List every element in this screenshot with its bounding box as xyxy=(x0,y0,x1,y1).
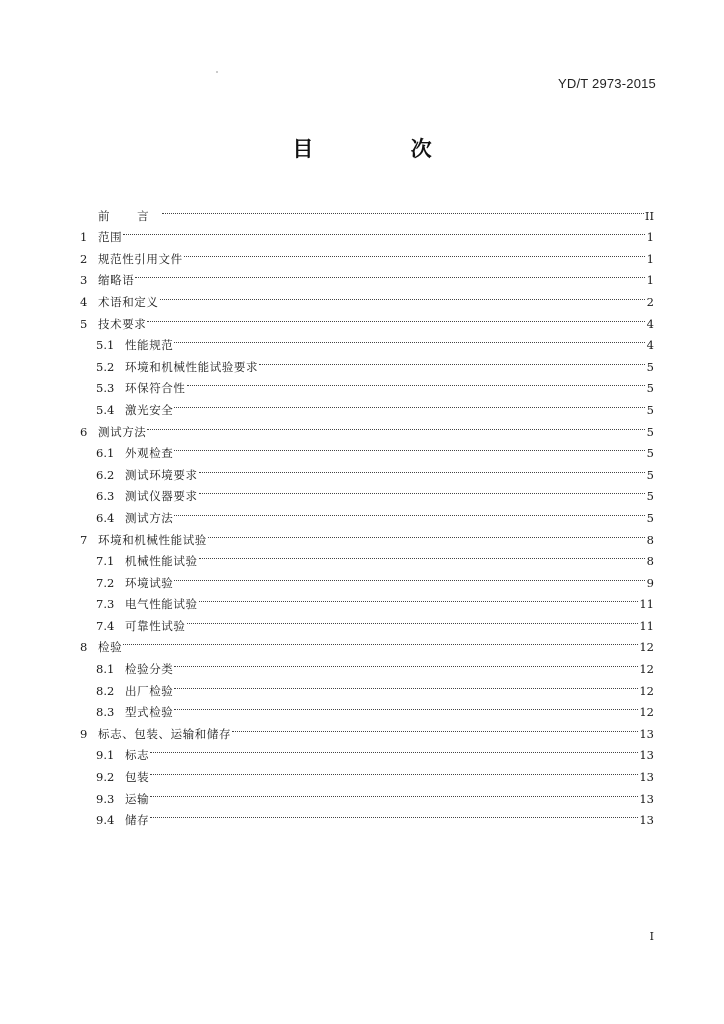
toc-entry-page: 13 xyxy=(639,748,654,763)
toc-entry-label: 缩略语 xyxy=(98,273,135,288)
toc-dot-leader xyxy=(122,220,646,242)
toc-entry-number: 2 xyxy=(80,251,88,266)
toc-entry-label: 外观检查 xyxy=(125,446,174,461)
page-title: 目 次 xyxy=(292,137,462,161)
toc-entry-label: 激光安全 xyxy=(125,402,174,417)
toc-dot-leader xyxy=(149,781,639,803)
toc-entry-page: 12 xyxy=(639,640,654,655)
toc-dot-leader xyxy=(198,544,646,566)
toc-dot-leader xyxy=(173,695,639,717)
toc-dot-leader xyxy=(146,414,646,436)
toc-entry-number: 9.1 xyxy=(96,748,115,763)
toc-entry-page: 2 xyxy=(646,294,654,309)
toc-entry[interactable] xyxy=(80,241,654,266)
toc-entry[interactable] xyxy=(80,306,654,331)
toc-entry-number: 7 xyxy=(80,532,88,547)
toc-entry-page: 11 xyxy=(639,597,654,612)
toc-entry-page: 5 xyxy=(646,424,654,439)
toc-entry-page: 5 xyxy=(646,446,654,461)
toc-entry-number: 5.1 xyxy=(96,338,115,353)
toc-entry-label: 规范性引用文件 xyxy=(98,251,183,266)
toc-entry-number: 4 xyxy=(80,294,88,309)
toc-entry-number: 8.1 xyxy=(96,662,115,677)
toc-dot-leader xyxy=(186,371,647,393)
toc-entry-page: 1 xyxy=(646,230,654,245)
toc-entry-page: 8 xyxy=(646,532,654,547)
toc-dot-leader xyxy=(146,306,646,328)
table-of-contents xyxy=(80,198,654,828)
toc-entry-label: 测试环境要求 xyxy=(125,467,198,482)
toc-entry-page: II xyxy=(644,208,654,223)
toc-dot-leader xyxy=(258,349,646,371)
toc-entry-label: 检验分类 xyxy=(125,662,174,677)
scan-artifact xyxy=(216,71,218,73)
toc-entry[interactable] xyxy=(80,651,654,677)
toc-entry-page: 8 xyxy=(646,554,654,569)
toc-entry-label: 标志、包装、运输和储存 xyxy=(98,726,232,741)
toc-dot-leader xyxy=(173,565,646,587)
toc-entry-page: 5 xyxy=(646,359,654,374)
toc-dot-leader xyxy=(173,328,646,350)
toc-entry-page: 1 xyxy=(646,273,654,288)
toc-entry-number: 5.3 xyxy=(96,381,115,396)
toc-entry-label: 测试方法 xyxy=(98,424,147,439)
toc-dot-leader xyxy=(231,716,639,738)
toc-entry-label: 范围 xyxy=(98,230,123,245)
toc-entry-label: 环境和机械性能试验要求 xyxy=(125,359,259,374)
toc-entry-page: 5 xyxy=(646,402,654,417)
toc-entry-number: 7.2 xyxy=(96,575,115,590)
toc-entry-label: 运输 xyxy=(125,791,150,806)
toc-entry-label: 环保符合性 xyxy=(125,381,186,396)
toc-entry-page: 1 xyxy=(646,251,654,266)
toc-dot-leader xyxy=(149,803,639,825)
toc-entry-number: 7.4 xyxy=(96,618,115,633)
toc-entry-page: 4 xyxy=(646,338,654,353)
toc-entry-number: 9.3 xyxy=(96,791,115,806)
toc-entry[interactable] xyxy=(80,220,654,245)
toc-entry-number: 9.2 xyxy=(96,770,115,785)
toc-entry-page: 5 xyxy=(646,489,654,504)
toc-entry[interactable] xyxy=(80,198,654,223)
toc-entry-label: 环境和机械性能试验 xyxy=(98,532,207,547)
toc-entry-page: 4 xyxy=(646,316,654,331)
toc-entry[interactable] xyxy=(80,738,654,763)
toc-entry-number: 7.3 xyxy=(96,597,115,612)
toc-dot-leader xyxy=(198,457,646,479)
toc-entry-number: 7.1 xyxy=(96,554,115,569)
toc-entry-label: 可靠性试验 xyxy=(125,618,186,633)
toc-dot-leader xyxy=(207,522,646,544)
toc-entry-number: 5.4 xyxy=(96,402,115,417)
toc-entry-number: 6.1 xyxy=(96,446,115,461)
toc-entry-number: 3 xyxy=(80,273,88,288)
toc-entry[interactable] xyxy=(80,759,654,785)
toc-dot-leader xyxy=(149,738,639,760)
toc-entry-number: 6.3 xyxy=(96,489,115,504)
toc-entry-page: 12 xyxy=(639,705,654,720)
toc-dot-leader xyxy=(186,608,640,630)
toc-entry-number: 6 xyxy=(80,424,88,439)
toc-entry-number: 5 xyxy=(80,316,88,331)
toc-entry-label: 术语和定义 xyxy=(98,294,159,309)
toc-entry-number: 9 xyxy=(80,726,88,741)
toc-entry-number: 6.2 xyxy=(96,467,115,482)
toc-entry-page: 12 xyxy=(639,662,654,677)
toc-dot-leader xyxy=(161,198,645,220)
toc-entry-label: 机械性能试验 xyxy=(125,554,198,569)
toc-dot-leader xyxy=(159,284,647,306)
toc-entry[interactable] xyxy=(80,630,654,655)
toc-entry-label: 型式检验 xyxy=(125,705,174,720)
toc-entry[interactable] xyxy=(80,803,654,828)
toc-entry-label: 技术要求 xyxy=(98,316,147,331)
toc-entry-label: 储存 xyxy=(125,813,150,828)
toc-entry[interactable] xyxy=(80,328,654,353)
toc-entry-page: 13 xyxy=(639,813,654,828)
toc-dot-leader xyxy=(198,587,640,609)
toc-dot-leader xyxy=(122,630,639,652)
toc-entry-label: 测试方法 xyxy=(125,510,174,525)
toc-dot-leader xyxy=(173,392,646,414)
toc-entry-page: 13 xyxy=(639,726,654,741)
toc-entry[interactable] xyxy=(80,284,654,309)
page-number: I xyxy=(649,930,654,943)
toc-entry-number: 8.2 xyxy=(96,683,115,698)
toc-dot-leader xyxy=(173,673,639,695)
toc-entry[interactable] xyxy=(80,436,654,461)
toc-entry-page: 5 xyxy=(646,510,654,525)
toc-entry[interactable] xyxy=(80,263,654,288)
toc-dot-leader xyxy=(134,263,646,285)
toc-entry-number: 8.3 xyxy=(96,705,115,720)
toc-dot-leader xyxy=(198,479,646,501)
toc-dot-leader xyxy=(173,436,646,458)
toc-entry-number: 1 xyxy=(80,230,88,245)
toc-dot-leader xyxy=(183,241,646,263)
toc-entry-page: 5 xyxy=(646,467,654,482)
toc-entry-number: 9.4 xyxy=(96,813,115,828)
toc-entry-page: 9 xyxy=(646,575,654,590)
toc-entry-page: 13 xyxy=(639,791,654,806)
toc-entry-label: 测试仪器要求 xyxy=(125,489,198,504)
toc-entry-page: 13 xyxy=(639,770,654,785)
toc-dot-leader xyxy=(173,651,639,673)
toc-entry-number: 6.4 xyxy=(96,510,115,525)
toc-entry-label: 包装 xyxy=(125,770,150,785)
toc-entry-number: 8 xyxy=(80,640,88,655)
toc-entry-label: 出厂检验 xyxy=(125,683,174,698)
toc-entry-label: 环境试验 xyxy=(125,575,174,590)
toc-entry-page: 5 xyxy=(646,381,654,396)
toc-dot-leader xyxy=(173,500,646,522)
toc-entry-label: 检验 xyxy=(98,640,123,655)
toc-entry[interactable] xyxy=(80,781,654,806)
toc-entry-label: 性能规范 xyxy=(125,338,174,353)
toc-entry-page: 12 xyxy=(639,683,654,698)
toc-entry-label: 前 言 xyxy=(98,208,161,223)
toc-entry-label: 标志 xyxy=(125,748,150,763)
standard-code: YD/T 2973-2015 xyxy=(558,76,656,91)
toc-dot-leader xyxy=(149,759,639,781)
toc-entry-page: 11 xyxy=(639,618,654,633)
toc-entry-label: 电气性能试验 xyxy=(125,597,198,612)
toc-entry-number: 5.2 xyxy=(96,359,115,374)
toc-entry[interactable] xyxy=(80,414,654,439)
